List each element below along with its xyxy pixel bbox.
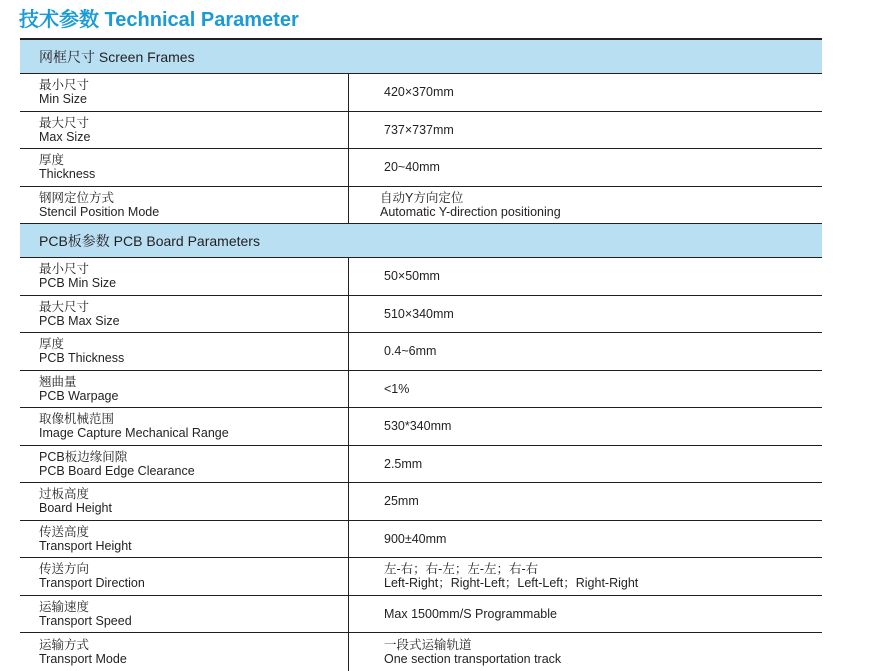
row-label [20,521,349,558]
row-value [349,596,822,633]
section-header-pcb-board: PCB板参数 PCB Board Parameters [20,224,822,258]
row-value-text: 0.4~6mm [384,344,437,359]
table-row [20,408,822,446]
row-value [349,483,822,520]
table-row [20,296,822,334]
row-value-text-en: Automatic Y-direction positioning [380,204,561,219]
row-value-text-en: Left-Right；Right-Left；Left-Left；Right-Right [384,576,639,591]
row-label [20,112,349,149]
row-label-cn: 最小尺寸 [39,262,90,277]
row-value-text: 510×340mm [384,306,454,321]
page-title: 技术参数 Technical Parameter [19,9,299,31]
row-value-text: 737×737mm [384,122,454,137]
row-label-en: PCB Min Size [39,276,117,291]
row-value [349,112,822,149]
row-label-en: Transport Height [39,538,132,553]
table-row [20,333,822,371]
row-label [20,596,349,633]
row-value [349,633,822,671]
row-label [20,258,349,295]
row-label [20,371,349,408]
row-label-en: PCB Thickness [39,351,125,366]
row-value [349,333,822,370]
row-label-cn: 运输速度 [39,599,90,614]
row-label [20,446,349,483]
table-row [20,596,822,634]
table-row [20,258,822,296]
row-value [349,149,822,186]
row-value-text: 530*340mm [384,419,452,434]
row-label-cn: 最小尺寸 [39,78,90,93]
row-label-cn: 取像机械范围 [39,412,115,427]
section-header-screen-frames: 网框尺寸 Screen Frames [20,40,822,74]
row-label-en: Transport Speed [39,613,132,628]
row-value-text: 25mm [384,494,419,509]
row-label-en: PCB Board Edge Clearance [39,463,195,478]
row-label [20,558,349,595]
row-label [20,483,349,520]
row-value-text: 一段式运输轨道 [384,637,472,652]
row-label-en: PCB Max Size [39,313,120,328]
row-label [20,187,349,224]
row-label-en: Board Height [39,501,112,516]
row-label-en: Min Size [39,92,87,107]
row-value [349,187,822,224]
row-label-cn: 钢网定位方式 [39,190,115,205]
row-label-en: Transport Direction [39,576,145,591]
technical-parameter-table [20,38,822,671]
row-label-cn: 最大尺寸 [39,299,90,314]
table-row [20,446,822,484]
row-label-en: Image Capture Mechanical Range [39,426,229,441]
row-value-text: 420×370mm [384,85,454,100]
row-label-cn: 厚度 [39,337,65,352]
row-value-text: 50×50mm [384,269,440,284]
table-row [20,521,822,559]
row-value-text: 2.5mm [384,456,423,471]
row-value [349,258,822,295]
row-value-text: 左-右；右-左；左-左；右-右 [384,562,539,577]
row-value [349,558,822,595]
row-value-text: 20~40mm [384,160,440,175]
row-value-text-en: One section transportation track [384,651,562,666]
row-label-cn: 最大尺寸 [39,115,90,130]
row-label [20,408,349,445]
row-value [349,521,822,558]
table-row [20,187,822,225]
row-label [20,74,349,111]
row-label-en: Max Size [39,129,91,144]
row-value-text: Max 1500mm/S Programmable [384,606,557,621]
row-value [349,74,822,111]
table-row [20,483,822,521]
row-label-en: PCB Warpage [39,388,119,403]
row-label-cn: 传送方向 [39,562,90,577]
row-label [20,633,349,671]
row-value [349,296,822,333]
row-value [349,408,822,445]
row-label-cn: 传送高度 [39,524,90,539]
row-label-en: Stencil Position Mode [39,204,160,219]
row-label [20,333,349,370]
table-row [20,633,822,671]
row-value [349,446,822,483]
row-label-en: Transport Mode [39,651,127,666]
row-label-cn: 运输方式 [39,637,90,652]
table-row [20,371,822,409]
row-label-en: Thickness [39,167,96,182]
row-label-cn: 过板高度 [39,487,90,502]
row-label-cn: 翘曲量 [39,374,77,389]
row-value-text: 900±40mm [384,531,447,546]
row-label-cn: 厚度 [39,153,65,168]
row-value-text: <1% [384,381,410,396]
table-row [20,558,822,596]
table-row [20,112,822,150]
row-value-text: 自动Y方向定位 [380,190,464,205]
table-row [20,74,822,112]
row-label [20,149,349,186]
table-row [20,149,822,187]
row-label [20,296,349,333]
row-value [349,371,822,408]
row-label-cn: PCB板边缘间隙 [39,449,128,464]
